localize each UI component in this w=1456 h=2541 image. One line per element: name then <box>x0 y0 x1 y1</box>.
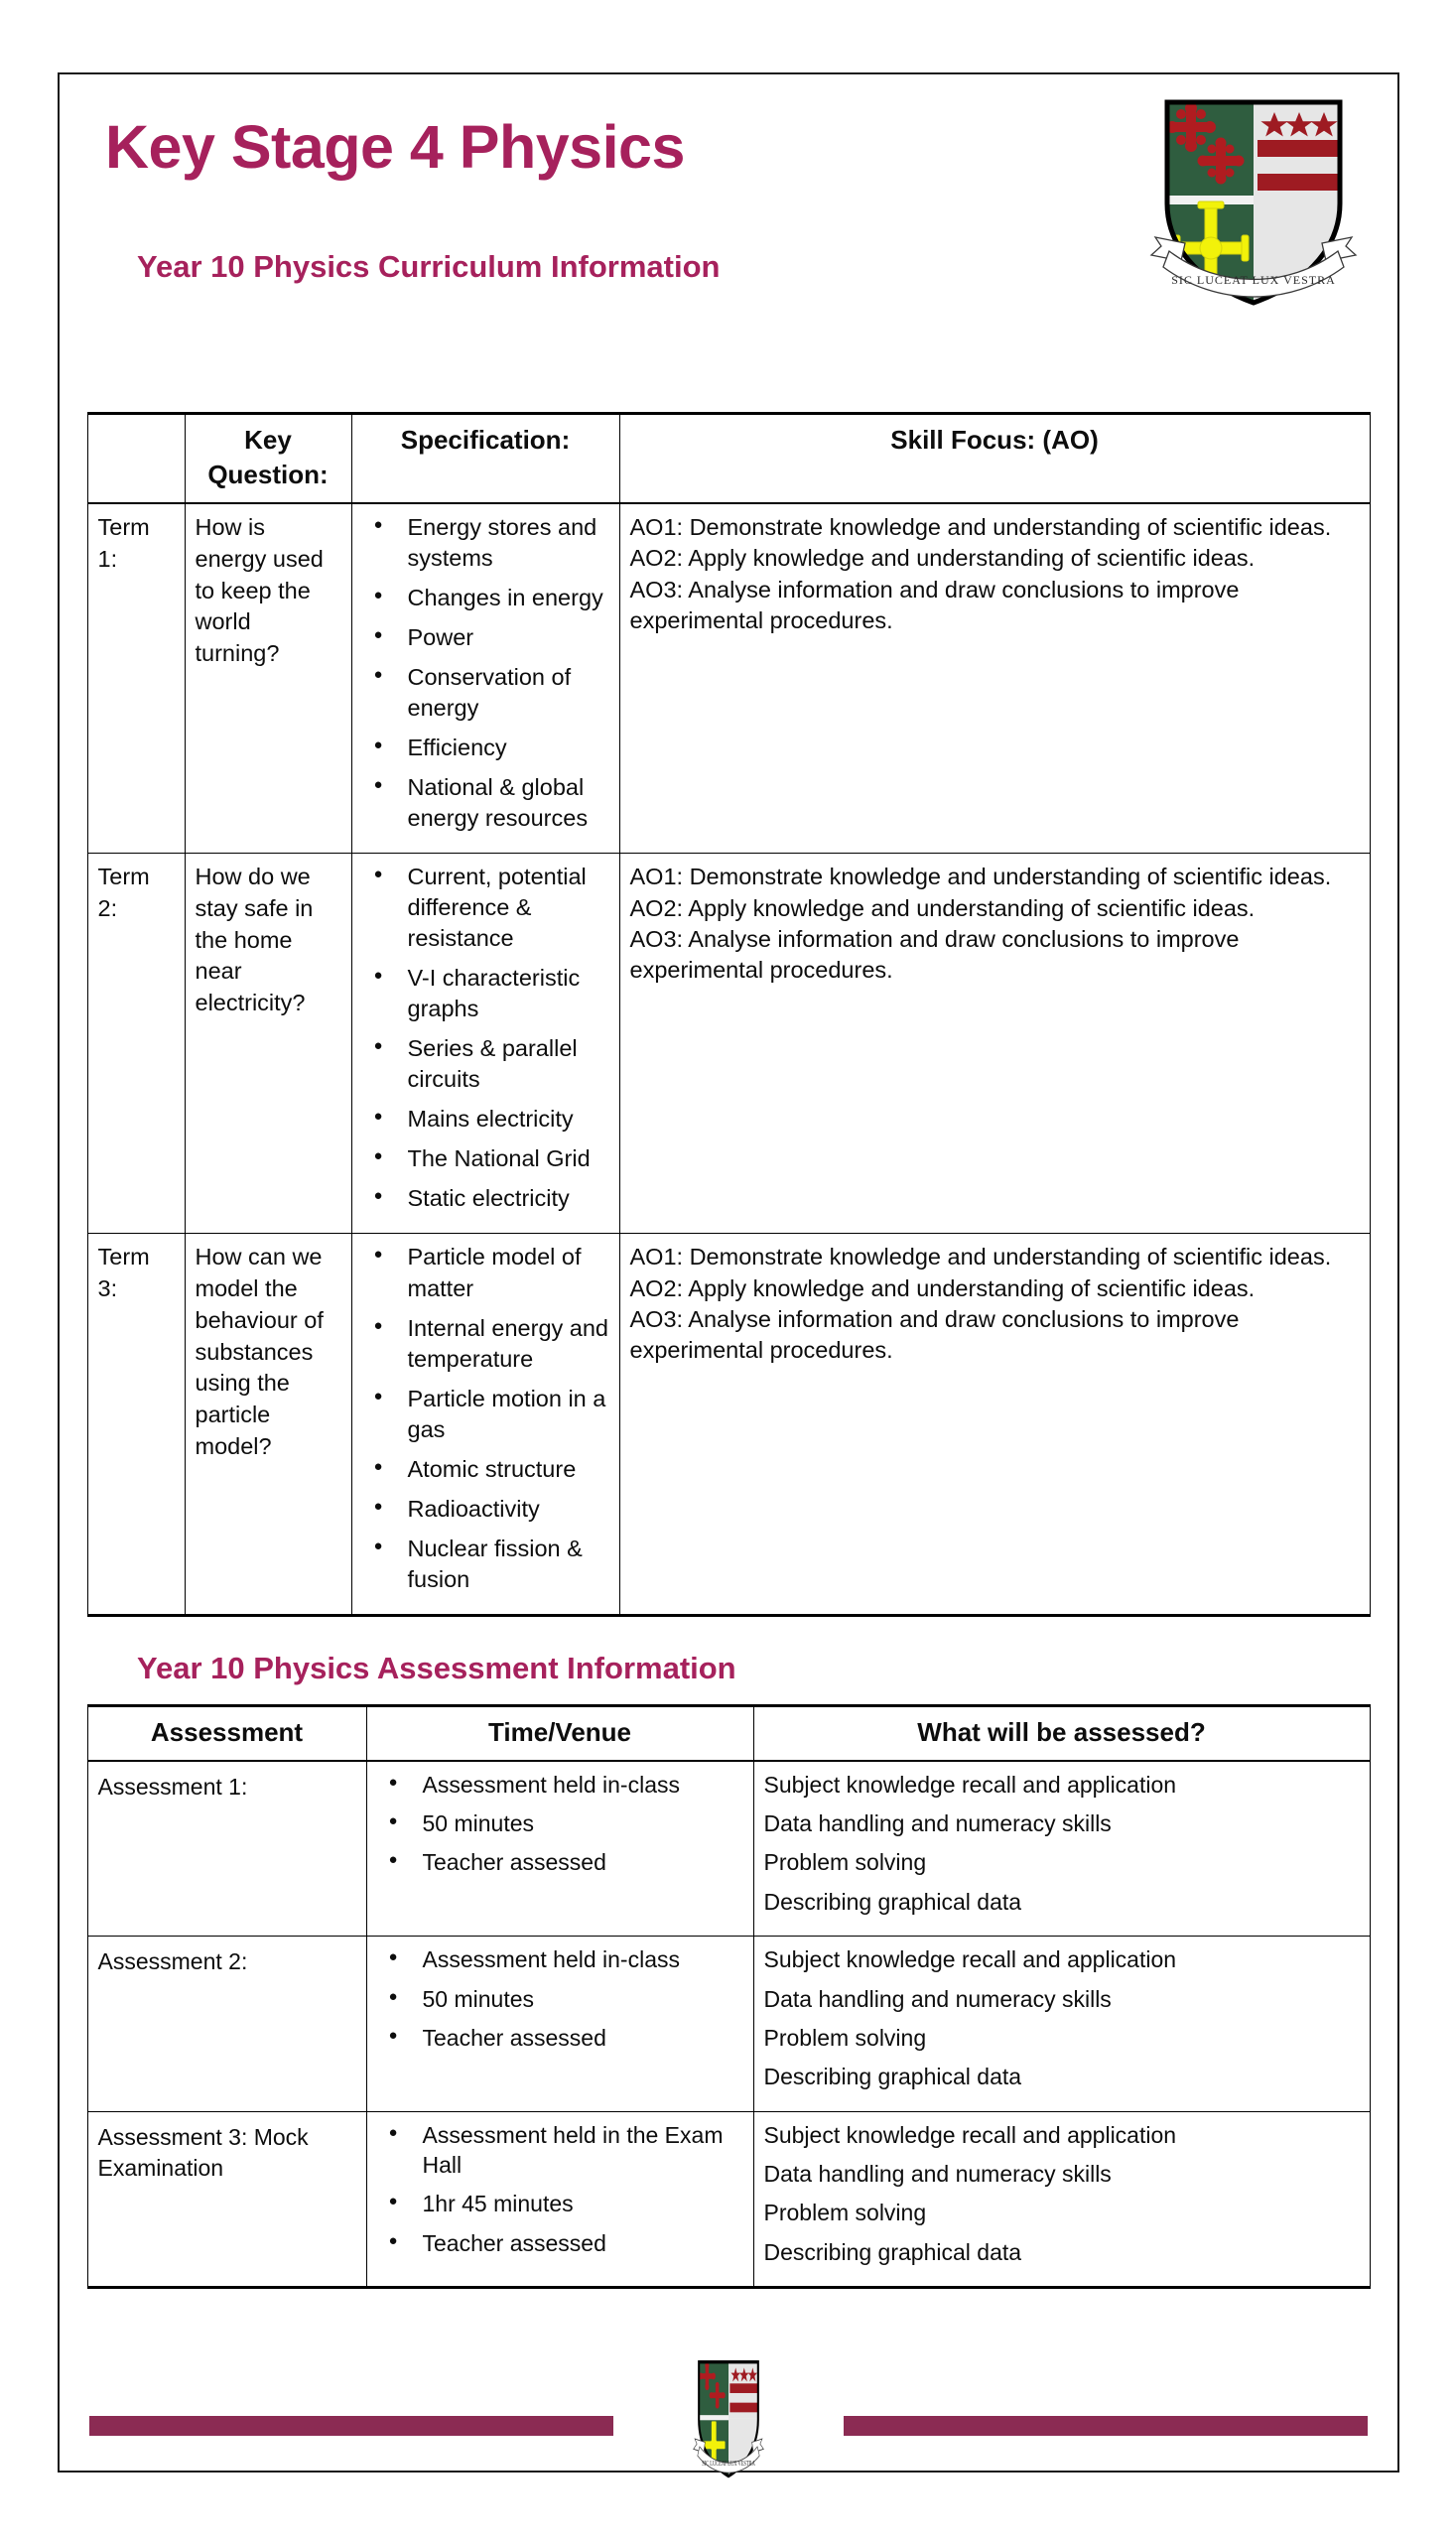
specification-cell <box>351 503 619 854</box>
list-item: ● Conservation of energy <box>362 662 609 724</box>
assessed-cell <box>753 1761 1370 1937</box>
page-frame-border <box>58 72 1399 2473</box>
assessed-line: Describing graphical data <box>763 1888 1022 1915</box>
assessed-list <box>764 2120 1360 2267</box>
assessed-line: Data handling and numeracy skills <box>763 1810 1112 1837</box>
specification-list <box>362 862 609 1214</box>
list-item: ● National & global energy resources <box>362 772 609 834</box>
assessed-line: Subject knowledge recall and application <box>763 1771 1177 1798</box>
assessment-name-cell: Assessment 1: <box>87 1761 366 1937</box>
col-header-term <box>87 414 185 504</box>
page-subtitle: Year 10 Physics Curriculum Information <box>137 249 721 284</box>
list-item: ● Particle model of matter <box>362 1242 609 1303</box>
assessment-section-heading: Year 10 Physics Assessment Information <box>137 1650 736 1685</box>
col-header-specification: Specification: <box>351 414 619 504</box>
page-title: Key Stage 4 Physics <box>105 113 685 181</box>
list-item: ● Power <box>362 622 609 653</box>
assessment-table-body <box>87 1761 1370 2288</box>
col-header-assessment: Assessment <box>87 1705 366 1761</box>
list-item: ● 50 minutes <box>377 1984 743 2014</box>
ao-line: AO1: Demonstrate knowledge and understanding of scientific ideas. <box>629 864 1332 890</box>
time-venue-cell <box>366 1761 753 1937</box>
skill-focus-cell <box>619 854 1370 1234</box>
table-row <box>87 2111 1370 2287</box>
table-header-row <box>87 414 1370 504</box>
list-item: ● 50 minutes <box>377 1808 743 1838</box>
table-row <box>87 1761 1370 1937</box>
list-item: ● Static electricity <box>362 1183 609 1214</box>
curriculum-table-head <box>87 414 1370 504</box>
ao-line: AO3: Analyse information and draw conclusions to improve experimental procedures. <box>629 1305 1240 1364</box>
list-item: ● Assessment held in-class <box>377 1770 743 1800</box>
assessed-line: Problem solving <box>763 2024 927 2051</box>
list-item: ● Current, potential difference & resistance <box>362 862 609 954</box>
assessed-list <box>764 1770 1360 1917</box>
skill-focus-cell <box>619 1234 1370 1615</box>
list-item: ● Mains electricity <box>362 1104 609 1135</box>
table-row <box>87 854 1370 1234</box>
key-question-cell: How do we stay safe in the home near electricity? <box>185 854 351 1234</box>
list-item: ● Teacher assessed <box>377 2023 743 2053</box>
footer-bar-right <box>844 2416 1368 2436</box>
table-header-row <box>87 1705 1370 1761</box>
specification-list <box>362 512 609 834</box>
skill-focus-list <box>630 1242 1360 1366</box>
list-item: ● Atomic structure <box>362 1454 609 1485</box>
assessed-cell <box>753 2111 1370 2287</box>
document-footer <box>60 2327 1397 2515</box>
list-item: ● Teacher assessed <box>377 2228 743 2258</box>
curriculum-table <box>87 412 1371 1617</box>
list-item: ● Teacher assessed <box>377 1847 743 1877</box>
footer-crest-svg <box>693 2356 764 2483</box>
list-item: ● 1hr 45 minutes <box>377 2189 743 2218</box>
ao-line: AO1: Demonstrate knowledge and understanding of scientific ideas. <box>629 514 1332 541</box>
assessed-line: Data handling and numeracy skills <box>763 2160 1112 2187</box>
list-item: ● Efficiency <box>362 733 609 763</box>
assessed-line: Problem solving <box>763 1849 927 1876</box>
specification-cell <box>351 1234 619 1615</box>
ao-line: AO2: Apply knowledge and understanding of scientific ideas. <box>629 545 1256 572</box>
assessed-line: Describing graphical data <box>763 2064 1022 2090</box>
col-header-key-question: Key Question: <box>185 414 351 504</box>
list-item: ● V-I characteristic graphs <box>362 963 609 1024</box>
assessed-line: Subject knowledge recall and application <box>763 2121 1177 2148</box>
ao-line: AO3: Analyse information and draw conclusions to improve experimental procedures. <box>629 925 1240 984</box>
list-item: ● Changes in energy <box>362 583 609 613</box>
assessed-list <box>764 1944 1360 2091</box>
assessment-table <box>87 1704 1371 2289</box>
assessed-line: Subject knowledge recall and application <box>763 1946 1177 1973</box>
table-row <box>87 1937 1370 2111</box>
time-venue-cell <box>366 1937 753 2111</box>
assessed-cell <box>753 1937 1370 2111</box>
time-venue-list <box>377 1770 743 1878</box>
footer-school-crest-icon <box>693 2356 764 2483</box>
assessed-line: Problem solving <box>763 2200 927 2226</box>
col-header-what-assessed: What will be assessed? <box>753 1705 1370 1761</box>
list-item: ● The National Grid <box>362 1143 609 1174</box>
specification-list <box>362 1242 609 1594</box>
term-label: Term 2: <box>87 854 185 1234</box>
document-header <box>60 74 1397 372</box>
list-item: ● Assessment held in the Exam Hall <box>377 2120 743 2181</box>
col-header-time-venue: Time/Venue <box>366 1705 753 1761</box>
school-crest-icon <box>1149 92 1358 316</box>
footer-bar-left <box>89 2416 613 2436</box>
crest-svg <box>1149 92 1358 316</box>
curriculum-table-body <box>87 503 1370 1615</box>
list-item: ● Internal energy and temperature <box>362 1313 609 1375</box>
ao-line: AO2: Apply knowledge and understanding of scientific ideas. <box>629 894 1256 921</box>
key-question-cell: How can we model the behaviour of substances using the particle model? <box>185 1234 351 1615</box>
crest-motto-text: SIC LUCEAT LUX VESTRA <box>1171 273 1336 287</box>
key-question-cell: How is energy used to keep the world turning? <box>185 503 351 854</box>
time-venue-list <box>377 1944 743 2053</box>
list-item: ● Radioactivity <box>362 1494 609 1525</box>
time-venue-list <box>377 2120 743 2258</box>
list-item: ● Energy stores and systems <box>362 512 609 574</box>
assessment-name-cell: Assessment 3: Mock Examination <box>87 2111 366 2287</box>
skill-focus-list <box>630 512 1360 636</box>
footer-crest-motto-text: SIC LUCEAT LUX VESTRA <box>702 2460 755 2469</box>
ao-line: AO1: Demonstrate knowledge and understanding of scientific ideas. <box>629 1244 1332 1270</box>
assessed-line: Describing graphical data <box>763 2238 1022 2265</box>
list-item: ● Assessment held in-class <box>377 1944 743 1974</box>
assessment-name-cell: Assessment 2: <box>87 1937 366 2111</box>
ao-line: AO2: Apply knowledge and understanding of scientific ideas. <box>629 1274 1256 1301</box>
specification-cell <box>351 854 619 1234</box>
skill-focus-cell <box>619 503 1370 854</box>
table-row <box>87 1234 1370 1615</box>
skill-focus-list <box>630 862 1360 986</box>
list-item: ● Nuclear fission & fusion <box>362 1534 609 1595</box>
term-label: Term 1: <box>87 503 185 854</box>
table-row <box>87 503 1370 854</box>
time-venue-cell <box>366 2111 753 2287</box>
list-item: ● Particle motion in a gas <box>362 1384 609 1445</box>
col-header-skill-focus: Skill Focus: (AO) <box>619 414 1370 504</box>
list-item: ● Series & parallel circuits <box>362 1033 609 1095</box>
ao-line: AO3: Analyse information and draw conclusions to improve experimental procedures. <box>629 576 1240 633</box>
assessed-line: Data handling and numeracy skills <box>763 1985 1112 2012</box>
term-label: Term 3: <box>87 1234 185 1615</box>
assessment-table-head <box>87 1705 1370 1761</box>
